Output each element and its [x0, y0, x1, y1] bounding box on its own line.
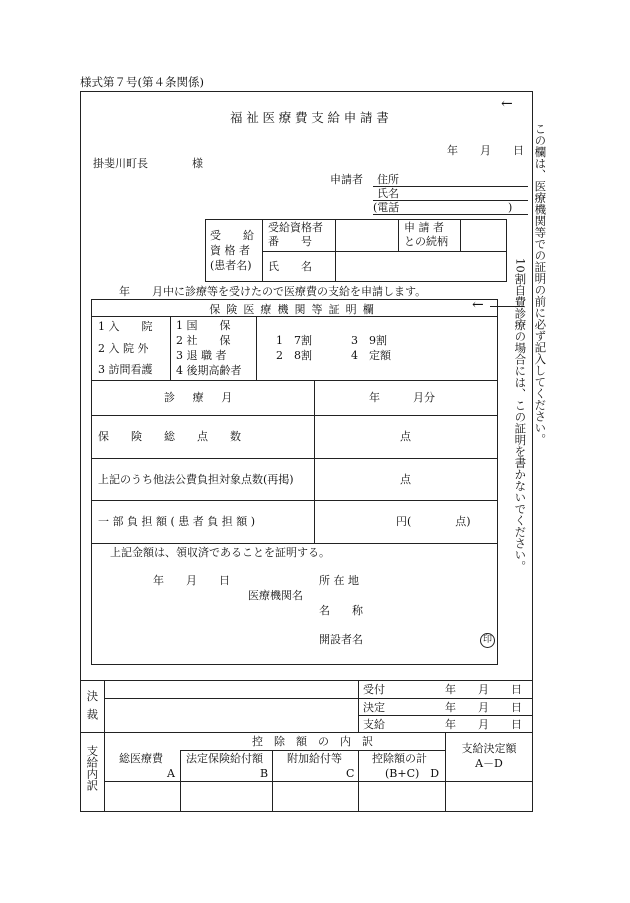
insurance-type-1: 1 国 保: [176, 319, 231, 332]
addressee: 掛斐川町長 様: [93, 157, 203, 170]
care-type-3: 3 訪問看護: [98, 363, 153, 376]
ratio-7: 1 7割: [276, 334, 312, 347]
care-type-2: 2 入 院 外: [98, 342, 149, 355]
relation-label-2: との続柄: [404, 235, 448, 248]
deduction-header: 控 除 額 の 内 訳: [252, 735, 373, 748]
recipient-label-1: 受 給: [210, 229, 254, 242]
public-expense-unit: 点: [400, 473, 411, 486]
applicant-phone-open: (電話: [373, 201, 400, 214]
side-note-top: この欄は、医療機関等での証明の前に必ず記入してください。: [533, 123, 548, 445]
institution-name-label: 名 称: [319, 604, 363, 617]
ratio-fixed: 4 定額: [351, 349, 391, 362]
payment-label: 支給内訳: [85, 745, 100, 791]
total-cost-label: 総医療費: [119, 752, 163, 765]
decision-row-decided-date: 年 月 日: [445, 701, 522, 714]
total-points-unit: 点: [400, 430, 411, 443]
decision-row-decided: 決定: [363, 701, 385, 714]
cert-number-label-2: 番 号: [268, 235, 312, 248]
additional-code: C: [346, 767, 355, 780]
decision-row-received: 受付: [363, 683, 385, 696]
decided-amount-label: 支給決定額: [461, 742, 517, 755]
side-note-bottom: 10割自費診療の場合には、この証明を書かないでください。: [513, 258, 528, 572]
statutory-label: 法定保険給付額: [186, 752, 263, 765]
receipt-statement: 上記金額は、領収済であることを証明する。: [110, 546, 330, 559]
recipient-name-label: 氏 名: [268, 260, 312, 273]
care-type-1: 1 入 院: [98, 320, 153, 333]
form-number: 様式第７号(第４条関係): [80, 75, 204, 89]
ratio-9: 3 9割: [351, 334, 387, 347]
insurance-type-3: 3 退 職 者: [176, 349, 227, 362]
copay-label: 一 部 負 担 額 ( 患 者 負 担 額 ): [98, 515, 256, 528]
arrow-icon: ←: [501, 96, 513, 112]
applicant-address-label: 住所: [377, 173, 399, 186]
decision-label: 決裁: [85, 690, 100, 727]
recipient-label-3: (患者名): [210, 259, 252, 272]
decision-row-paid: 支給: [363, 718, 385, 731]
treatment-month-value: 年 月分: [369, 391, 435, 404]
ratio-8: 2 8割: [276, 349, 312, 362]
deduction-total-label: 控除額の計: [372, 752, 427, 765]
insurance-type-2: 2 社 保: [176, 334, 231, 347]
public-expense-label: 上記のうち他法公費負担対象点数(再掲): [98, 473, 294, 486]
seal-icon: 印: [480, 633, 495, 648]
total-cost-code: A: [167, 767, 175, 780]
relation-label-1: 申 請 者: [404, 221, 444, 234]
certificate-date: 年 月 日: [153, 574, 230, 587]
insurance-type-4: 4 後期高齢者: [176, 364, 242, 377]
cert-number-label-1: 受給資格者: [268, 221, 323, 234]
additional-label: 附加給付等: [287, 752, 342, 765]
decision-row-received-date: 年 月 日: [445, 683, 522, 696]
recipient-label-2: 資 格 者: [210, 244, 250, 257]
copay-value: 円( 点): [396, 515, 471, 528]
applicant-name-label: 氏名: [377, 187, 399, 200]
decision-row-paid-date: 年 月 日: [445, 718, 522, 731]
founder-label: 開設者名: [319, 633, 363, 646]
institution-label: 医療機関名: [248, 589, 303, 602]
certificate-header: 保険医療機関等証明欄: [209, 303, 380, 316]
applicant-phone-close: ): [508, 201, 513, 214]
form-title: 福祉医療費支給申請書: [230, 110, 393, 125]
application-date: 年 月 日: [447, 144, 524, 157]
total-points-label: 保 険 総 点 数: [98, 430, 241, 443]
address-field-label: 所 在 地: [319, 574, 359, 587]
arrow-icon-2: ←: [472, 297, 484, 313]
treatment-month-label: 診 療 月: [164, 391, 236, 404]
deduction-total-code: (B+C) D: [385, 767, 440, 780]
statutory-code: B: [260, 767, 269, 780]
applicant-label: 申請者: [330, 173, 363, 186]
decided-amount-code: A－D: [475, 757, 503, 770]
application-statement: 年 月中に診療等を受けたので医療費の支給を申請します。: [119, 285, 427, 298]
phone-line: [373, 214, 528, 215]
